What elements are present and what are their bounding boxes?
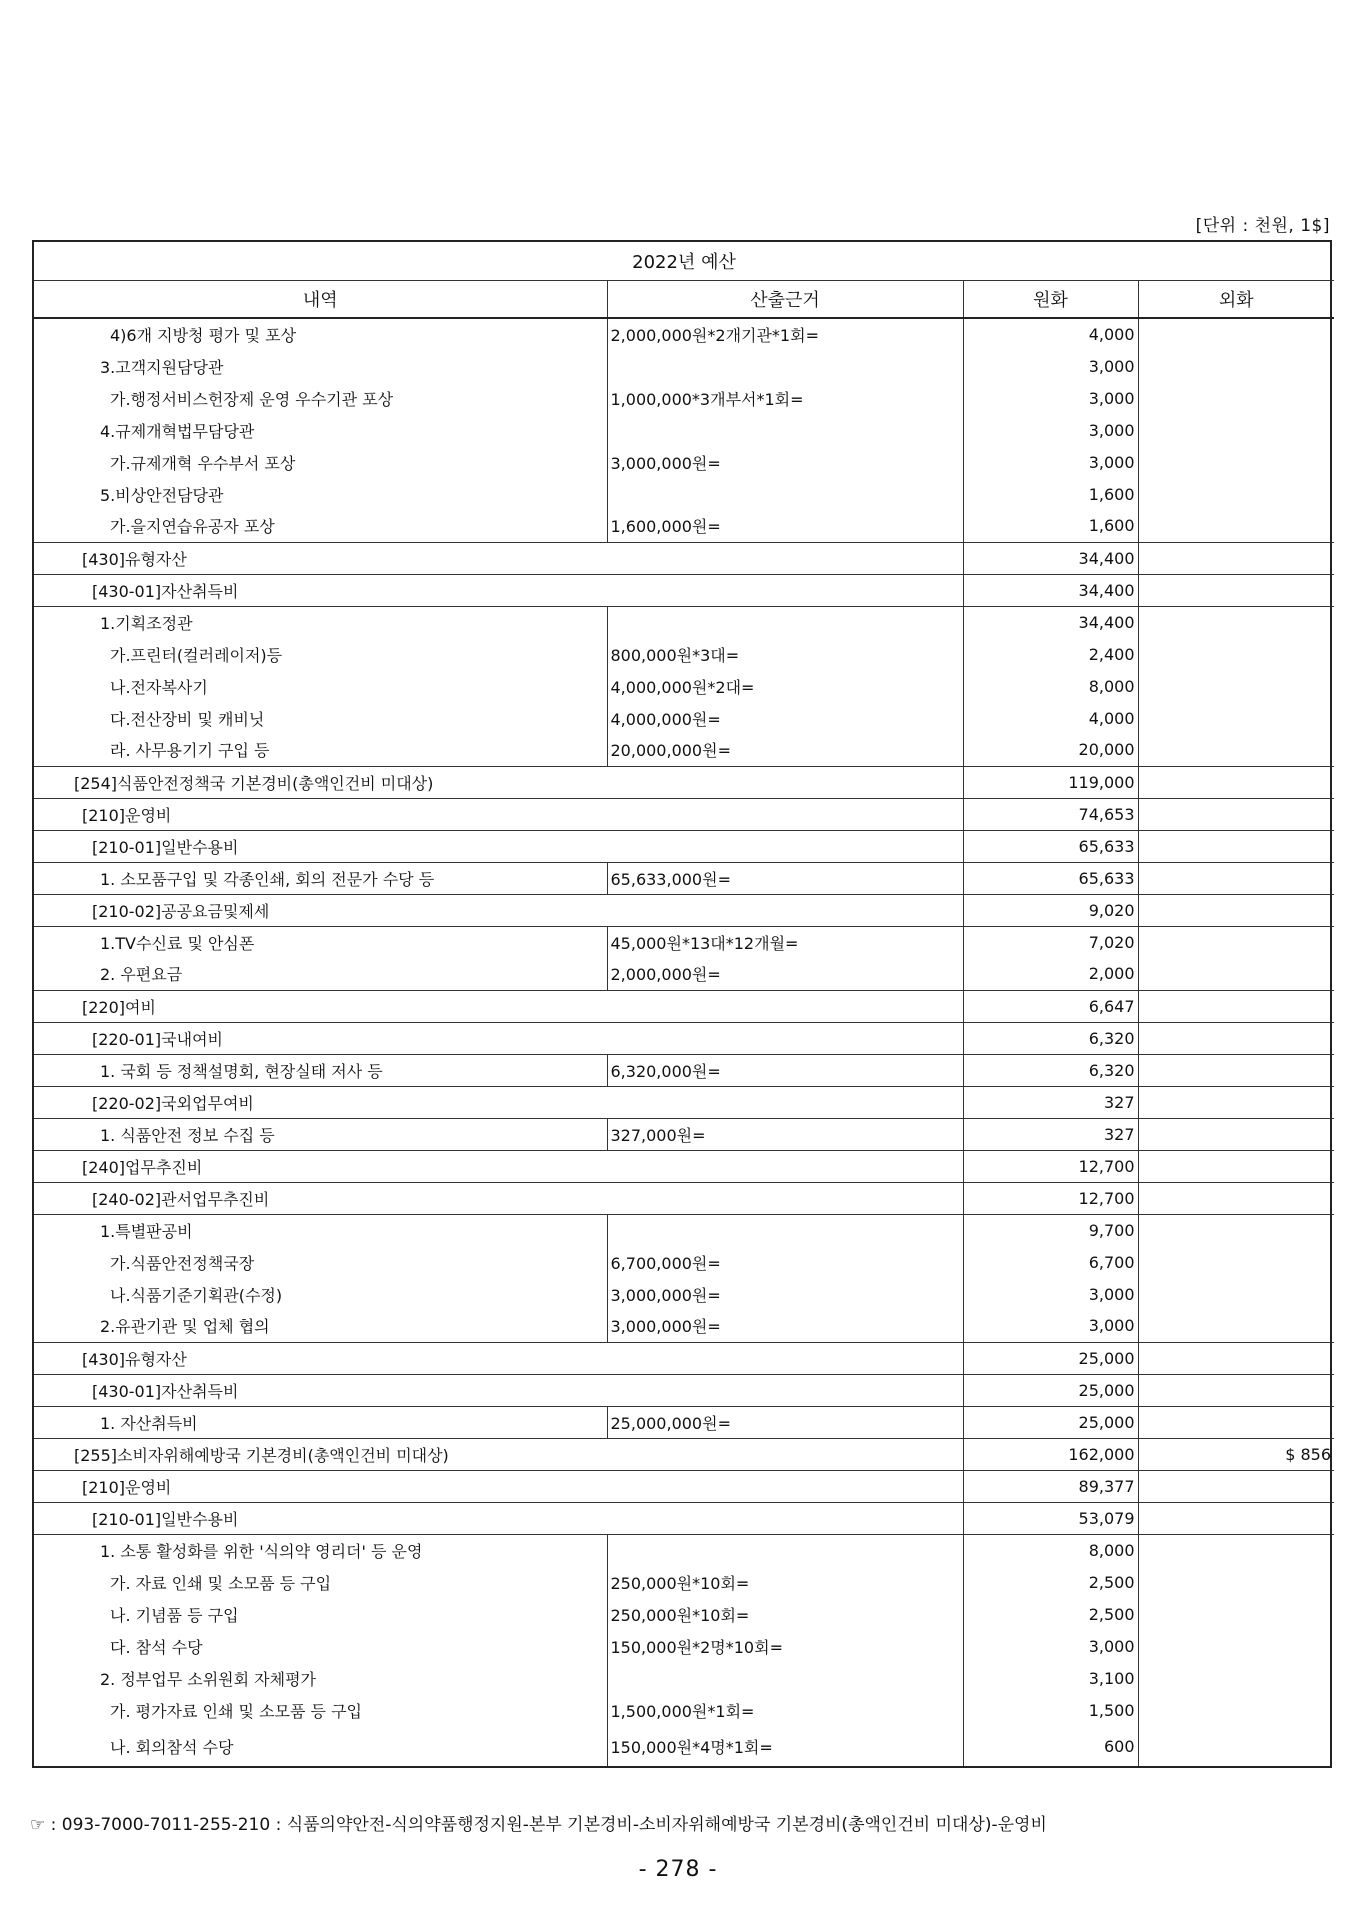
row-desc: 1.특별판공비 bbox=[34, 1214, 607, 1246]
row-fx bbox=[1138, 510, 1334, 542]
row-basis: 250,000원*10회= bbox=[607, 1598, 963, 1630]
row-won: 34,400 bbox=[963, 542, 1138, 574]
row-won: 53,079 bbox=[963, 1502, 1138, 1534]
row-desc: 2. 정부업무 소위원회 자체평가 bbox=[34, 1662, 607, 1694]
row-basis: 6,700,000원= bbox=[607, 1246, 963, 1278]
row-won: 3,000 bbox=[963, 446, 1138, 478]
table-row bbox=[34, 1630, 1334, 1662]
row-fx bbox=[1138, 1726, 1334, 1766]
row-fx bbox=[1138, 606, 1334, 638]
col-header-desc: 내역 bbox=[34, 280, 607, 318]
table-row bbox=[34, 1054, 1334, 1086]
row-desc: [430]유형자산 bbox=[34, 542, 963, 574]
row-fx bbox=[1138, 1598, 1334, 1630]
row-desc: 1.기획조정관 bbox=[34, 606, 607, 638]
row-won: 6,647 bbox=[963, 990, 1138, 1022]
table-row bbox=[34, 670, 1334, 702]
row-won: 25,000 bbox=[963, 1374, 1138, 1406]
table-row bbox=[34, 1374, 1334, 1406]
row-won: 162,000 bbox=[963, 1438, 1138, 1470]
row-won: 3,000 bbox=[963, 1278, 1138, 1310]
row-desc: 1. 국회 등 정책설명회, 현장실태 저사 등 bbox=[34, 1054, 607, 1086]
table-row bbox=[34, 1662, 1334, 1694]
row-won: 1,500 bbox=[963, 1694, 1138, 1726]
row-fx bbox=[1138, 894, 1334, 926]
row-won: 3,000 bbox=[963, 382, 1138, 414]
row-basis: 3,000,000원= bbox=[607, 446, 963, 478]
row-basis: 25,000,000원= bbox=[607, 1406, 963, 1438]
table-row bbox=[34, 1182, 1334, 1214]
table-row bbox=[34, 542, 1334, 574]
row-fx: $ 856 bbox=[1138, 1438, 1334, 1470]
row-desc: 나. 회의참석 수당 bbox=[34, 1726, 607, 1766]
table-row bbox=[34, 1502, 1334, 1534]
row-desc: [430-01]자산취득비 bbox=[34, 1374, 963, 1406]
row-won: 3,000 bbox=[963, 414, 1138, 446]
table-row bbox=[34, 1118, 1334, 1150]
row-fx bbox=[1138, 1662, 1334, 1694]
row-basis: 3,000,000원= bbox=[607, 1310, 963, 1342]
row-fx bbox=[1138, 382, 1334, 414]
row-fx bbox=[1138, 1630, 1334, 1662]
row-won: 89,377 bbox=[963, 1470, 1138, 1502]
row-desc: 라. 사무용기기 구입 등 bbox=[34, 734, 607, 766]
row-desc: 가. 자료 인쇄 및 소모품 등 구입 bbox=[34, 1566, 607, 1598]
row-won: 3,000 bbox=[963, 1310, 1138, 1342]
row-fx bbox=[1138, 446, 1334, 478]
row-basis: 800,000원*3대= bbox=[607, 638, 963, 670]
row-fx bbox=[1138, 958, 1334, 990]
row-desc: 1. 자산취득비 bbox=[34, 1406, 607, 1438]
budget-table bbox=[34, 242, 1334, 1766]
row-desc: [220]여비 bbox=[34, 990, 963, 1022]
table-row bbox=[34, 1150, 1334, 1182]
row-desc: 3.고객지원담당관 bbox=[34, 350, 607, 382]
row-basis: 1,000,000*3개부서*1회= bbox=[607, 382, 963, 414]
budget-table-frame bbox=[32, 240, 1332, 1768]
row-won: 20,000 bbox=[963, 734, 1138, 766]
row-desc: 1.TV수신료 및 안심폰 bbox=[34, 926, 607, 958]
row-fx bbox=[1138, 1086, 1334, 1118]
row-basis: 65,633,000원= bbox=[607, 862, 963, 894]
row-desc: 가. 평가자료 인쇄 및 소모품 등 구입 bbox=[34, 1694, 607, 1726]
row-desc: 1. 식품안전 정보 수집 등 bbox=[34, 1118, 607, 1150]
row-fx bbox=[1138, 638, 1334, 670]
row-fx bbox=[1138, 1214, 1334, 1246]
table-row bbox=[34, 318, 1334, 350]
row-basis: 20,000,000원= bbox=[607, 734, 963, 766]
row-won: 74,653 bbox=[963, 798, 1138, 830]
row-desc: 2. 우편요금 bbox=[34, 958, 607, 990]
page-number: - 278 - bbox=[638, 1857, 718, 1882]
row-desc: 5.비상안전담당관 bbox=[34, 478, 607, 510]
row-desc: 1. 소모품구입 및 각종인쇄, 회의 전문가 수당 등 bbox=[34, 862, 607, 894]
table-row bbox=[34, 926, 1334, 958]
row-basis: 250,000원*10회= bbox=[607, 1566, 963, 1598]
row-desc: [210-02]공공요금및제세 bbox=[34, 894, 963, 926]
row-basis bbox=[607, 606, 963, 638]
row-won: 9,020 bbox=[963, 894, 1138, 926]
row-fx bbox=[1138, 1182, 1334, 1214]
row-fx bbox=[1138, 1310, 1334, 1342]
table-row bbox=[34, 1406, 1334, 1438]
row-desc: [254]식품안전정책국 기본경비(총액인건비 미대상) bbox=[34, 766, 963, 798]
row-won: 6,320 bbox=[963, 1022, 1138, 1054]
row-fx bbox=[1138, 990, 1334, 1022]
row-won: 327 bbox=[963, 1086, 1138, 1118]
row-fx bbox=[1138, 1374, 1334, 1406]
table-row bbox=[34, 1438, 1334, 1470]
table-row bbox=[34, 734, 1334, 766]
table-row bbox=[34, 702, 1334, 734]
table-row bbox=[34, 510, 1334, 542]
row-fx bbox=[1138, 734, 1334, 766]
row-fx bbox=[1138, 766, 1334, 798]
table-row bbox=[34, 606, 1334, 638]
row-desc: [430-01]자산취득비 bbox=[34, 574, 963, 606]
row-desc: 나.전자복사기 bbox=[34, 670, 607, 702]
row-won: 12,700 bbox=[963, 1182, 1138, 1214]
row-desc: [240]업무추진비 bbox=[34, 1150, 963, 1182]
row-won: 1,600 bbox=[963, 510, 1138, 542]
row-fx bbox=[1138, 1694, 1334, 1726]
col-header-fx: 외화 bbox=[1138, 280, 1334, 318]
row-desc: 나. 기념품 등 구입 bbox=[34, 1598, 607, 1630]
row-basis bbox=[607, 1534, 963, 1566]
row-won: 3,000 bbox=[963, 350, 1138, 382]
row-desc: [220-01]국내여비 bbox=[34, 1022, 963, 1054]
row-basis bbox=[607, 1214, 963, 1246]
table-row bbox=[34, 1566, 1334, 1598]
row-fx bbox=[1138, 574, 1334, 606]
row-won: 2,000 bbox=[963, 958, 1138, 990]
row-basis: 150,000원*4명*1회= bbox=[607, 1726, 963, 1766]
row-fx bbox=[1138, 350, 1334, 382]
table-row bbox=[34, 958, 1334, 990]
row-desc: 1. 소통 활성화를 위한 '식의약 영리더' 등 운영 bbox=[34, 1534, 607, 1566]
table-row bbox=[34, 414, 1334, 446]
row-won: 2,400 bbox=[963, 638, 1138, 670]
row-fx bbox=[1138, 1246, 1334, 1278]
row-basis bbox=[607, 414, 963, 446]
row-desc: [210-01]일반수용비 bbox=[34, 830, 963, 862]
row-fx bbox=[1138, 1566, 1334, 1598]
row-won: 327 bbox=[963, 1118, 1138, 1150]
table-row bbox=[34, 798, 1334, 830]
table-row bbox=[34, 1310, 1334, 1342]
row-basis: 327,000원= bbox=[607, 1118, 963, 1150]
table-row bbox=[34, 1470, 1334, 1502]
row-won: 8,000 bbox=[963, 1534, 1138, 1566]
row-fx bbox=[1138, 318, 1334, 350]
table-row bbox=[34, 1246, 1334, 1278]
row-won: 4,000 bbox=[963, 318, 1138, 350]
table-row bbox=[34, 638, 1334, 670]
row-fx bbox=[1138, 1278, 1334, 1310]
row-basis: 1,500,000원*1회= bbox=[607, 1694, 963, 1726]
row-desc: 가.프린터(컬러레이저)등 bbox=[34, 638, 607, 670]
row-won: 34,400 bbox=[963, 606, 1138, 638]
row-basis: 1,600,000원= bbox=[607, 510, 963, 542]
row-desc: [255]소비자위해예방국 기본경비(총액인건비 미대상) bbox=[34, 1438, 963, 1470]
row-won: 4,000 bbox=[963, 702, 1138, 734]
row-desc: [210-01]일반수용비 bbox=[34, 1502, 963, 1534]
row-basis: 150,000원*2명*10회= bbox=[607, 1630, 963, 1662]
row-won: 25,000 bbox=[963, 1342, 1138, 1374]
row-won: 7,020 bbox=[963, 926, 1138, 958]
row-won: 600 bbox=[963, 1726, 1138, 1766]
row-fx bbox=[1138, 1406, 1334, 1438]
table-row bbox=[34, 1022, 1334, 1054]
row-desc: 4.규제개혁법무담당관 bbox=[34, 414, 607, 446]
row-desc: 다. 참석 수당 bbox=[34, 1630, 607, 1662]
row-won: 6,700 bbox=[963, 1246, 1138, 1278]
table-row bbox=[34, 1214, 1334, 1246]
row-fx bbox=[1138, 926, 1334, 958]
unit-label: [단위 : 천원, 1$] bbox=[1195, 216, 1330, 236]
table-row bbox=[34, 894, 1334, 926]
row-basis bbox=[607, 1662, 963, 1694]
row-won: 1,600 bbox=[963, 478, 1138, 510]
row-basis bbox=[607, 350, 963, 382]
row-desc: [220-02]국외업무여비 bbox=[34, 1086, 963, 1118]
table-row bbox=[34, 830, 1334, 862]
table-row bbox=[34, 382, 1334, 414]
row-fx bbox=[1138, 1022, 1334, 1054]
row-desc: [240-02]관서업무추진비 bbox=[34, 1182, 963, 1214]
row-won: 2,500 bbox=[963, 1598, 1138, 1630]
row-fx bbox=[1138, 862, 1334, 894]
row-fx bbox=[1138, 702, 1334, 734]
row-fx bbox=[1138, 414, 1334, 446]
table-row bbox=[34, 574, 1334, 606]
row-basis: 4,000,000원*2대= bbox=[607, 670, 963, 702]
row-desc: 가.을지연습유공자 포상 bbox=[34, 510, 607, 542]
row-fx bbox=[1138, 1150, 1334, 1182]
row-basis: 3,000,000원= bbox=[607, 1278, 963, 1310]
row-won: 65,633 bbox=[963, 830, 1138, 862]
col-header-basis: 산출근거 bbox=[607, 280, 963, 318]
row-fx bbox=[1138, 542, 1334, 574]
row-desc: 4)6개 지방청 평가 및 포상 bbox=[34, 318, 607, 350]
row-basis: 2,000,000원*2개기관*1회= bbox=[607, 318, 963, 350]
row-fx bbox=[1138, 798, 1334, 830]
footnote: ☞ : 093-7000-7011-255-210 : 식품의약안전-식의약품행정지원-본부 기본경비-소비자위해예방국 기본경비(총액인건비 미대상)-운영비 bbox=[30, 1815, 1047, 1835]
row-won: 25,000 bbox=[963, 1406, 1138, 1438]
row-basis: 45,000원*13대*12개월= bbox=[607, 926, 963, 958]
row-desc: 나.식품기준기획관(수정) bbox=[34, 1278, 607, 1310]
row-desc: [210]운영비 bbox=[34, 798, 963, 830]
row-fx bbox=[1138, 1342, 1334, 1374]
row-fx bbox=[1138, 1470, 1334, 1502]
col-header-won: 원화 bbox=[963, 280, 1138, 318]
row-desc: 2.유관기관 및 업체 협의 bbox=[34, 1310, 607, 1342]
table-row bbox=[34, 862, 1334, 894]
row-desc: [210]운영비 bbox=[34, 1470, 963, 1502]
row-won: 12,700 bbox=[963, 1150, 1138, 1182]
table-row bbox=[34, 446, 1334, 478]
row-fx bbox=[1138, 478, 1334, 510]
table-row bbox=[34, 350, 1334, 382]
row-desc: 가.규제개혁 우수부서 포상 bbox=[34, 446, 607, 478]
row-won: 65,633 bbox=[963, 862, 1138, 894]
table-row bbox=[34, 990, 1334, 1022]
row-won: 34,400 bbox=[963, 574, 1138, 606]
row-fx bbox=[1138, 1534, 1334, 1566]
table-row bbox=[34, 478, 1334, 510]
row-won: 119,000 bbox=[963, 766, 1138, 798]
row-desc: 가.행정서비스헌장제 운영 우수기관 포상 bbox=[34, 382, 607, 414]
row-won: 2,500 bbox=[963, 1566, 1138, 1598]
row-won: 8,000 bbox=[963, 670, 1138, 702]
row-fx bbox=[1138, 1118, 1334, 1150]
row-won: 3,000 bbox=[963, 1630, 1138, 1662]
row-basis: 6,320,000원= bbox=[607, 1054, 963, 1086]
table-row bbox=[34, 766, 1334, 798]
table-row bbox=[34, 1694, 1334, 1726]
table-row bbox=[34, 1086, 1334, 1118]
table-row bbox=[34, 1278, 1334, 1310]
row-fx bbox=[1138, 1502, 1334, 1534]
row-desc: [430]유형자산 bbox=[34, 1342, 963, 1374]
row-desc: 가.식품안전정책국장 bbox=[34, 1246, 607, 1278]
table-row bbox=[34, 1342, 1334, 1374]
table-row bbox=[34, 1726, 1334, 1766]
row-basis: 4,000,000원= bbox=[607, 702, 963, 734]
row-basis bbox=[607, 478, 963, 510]
year-budget-header: 2022년 예산 bbox=[34, 242, 1334, 280]
row-fx bbox=[1138, 1054, 1334, 1086]
row-fx bbox=[1138, 670, 1334, 702]
row-won: 3,100 bbox=[963, 1662, 1138, 1694]
row-desc: 다.전산장비 및 캐비닛 bbox=[34, 702, 607, 734]
table-row bbox=[34, 1534, 1334, 1566]
row-won: 6,320 bbox=[963, 1054, 1138, 1086]
row-won: 9,700 bbox=[963, 1214, 1138, 1246]
budget-rows bbox=[34, 318, 1334, 1766]
row-fx bbox=[1138, 830, 1334, 862]
table-row bbox=[34, 1598, 1334, 1630]
row-basis: 2,000,000원= bbox=[607, 958, 963, 990]
